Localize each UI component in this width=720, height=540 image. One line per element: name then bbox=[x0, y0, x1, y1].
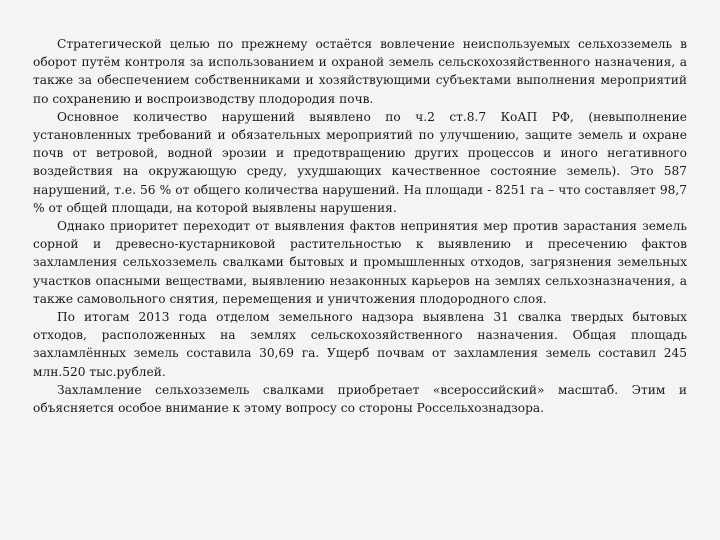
document-page bbox=[33, 35, 687, 417]
paragraph-strategic-goal: Стратегической целью по прежнему остаётся вовлечение неиспользуемых сельхозземель в оборот путём контроля за использованием и охраной земель сельскохозяйственного назначения, а также за обеспечением собственниками и хозяйствующими субъектами выполнения мероприятий по сохранению и воспроизводству плодородия почв. bbox=[33, 37, 687, 106]
paragraph-dumps-scale: Захламление сельхозземель свалками приобретает «всероссийский» масштаб. Этим и объясняется особое внимание к этому вопросу со стороны Россельхознадзора. bbox=[33, 382, 687, 416]
paragraph-2013-results: По итогам 2013 года отделом земельного надзора выявлена 31 свалка твердых бытовых отходов, расположенных на землях сельскохозяйственного назначения. Общая площадь захламлённых земель составила 30,69 га. Ущерб почвам от захламления земель составил 245 млн.520 тыс.рублей. bbox=[33, 310, 687, 379]
paragraph-main-violations: Основное количество нарушений выявлено по ч.2 ст.8.7 КоАП РФ, (невыполнение установленных требований и обязательных мероприятий по улучшению, защите земель и охране почв от ветровой, водной эрозии и предотвращению других процессов и иного негативного воздействия на окружающую среду, ухудшающих качественное состояние земель). Это 587 нарушений, т.е. 56 % от общего количества нарушений. На площади - 8251 га – что составляет 98,7 % от общей площади, на которой выявлены нарушения. bbox=[33, 109, 687, 215]
paragraph-priority-shift: Однако приоритет переходит от выявления фактов непринятия мер против зарастания земель сорной и древесно-кустарниковой растительностью к выявлению и пресечению фактов захламления сельхозземель свалками бытовых и промышленных отходов, загрязнения земельных участков опасными веществами, выявлению незаконных карьеров на землях сельхозназначения, а также самовольного снятия, перемещения и уничтожения плодородного слоя. bbox=[33, 219, 687, 306]
